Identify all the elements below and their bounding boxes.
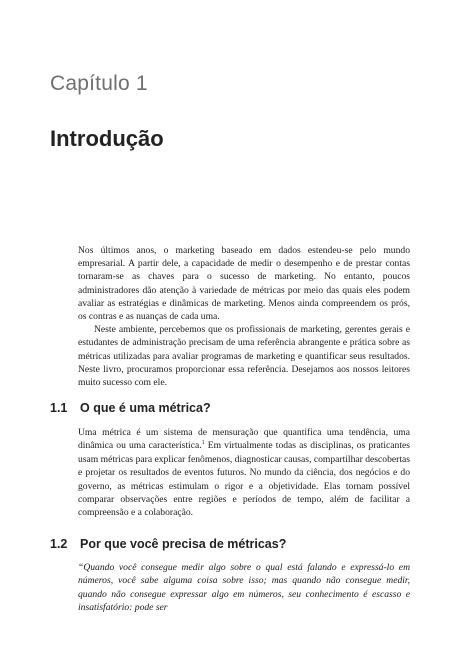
section-body: [78, 561, 410, 615]
paragraph-text: Em virtualmente todas as disciplinas, os praticantes usam métricas para explicar fenômenos, diagnosticar causas, compartilhar descobertas e projetar os resultados de eventos futuros. No mundo da ciência, dos negócios e do governo, as métricas estimulam o rigor e a objetividade. Elas tornam possível comparar observações entre regiões e períodos de tempo, além de facilitar a compreensão e a colaboração.: [78, 440, 410, 519]
section-body: [78, 426, 410, 520]
section-heading: [50, 537, 286, 551]
paragraph-text: Uma métrica é um sistema de mensuração que quantifica uma tendência, uma dinâmica ou uma característica.: [78, 427, 410, 452]
chapter-label: Capítulo 1: [50, 72, 148, 95]
chapter-title: Introdução: [50, 126, 164, 151]
footnote-reference[interactable]: 1: [201, 440, 205, 447]
intro-paragraph: Neste ambiente, percebemos que os profissionais de marketing, gerentes gerais e estudantes de administração precisam de uma referência abrangente e prática sobre as métricas utilizadas para avaliar programas de marketing e quantificar seus resultados. Neste livro, procuramos proporcionar essa referência. Desejamos aos nossos leitores muito sucesso com ele.: [78, 324, 410, 389]
quote-paragraph: “Quando você consegue medir algo sobre o qual está falando e expressá-lo em números, você sabe alguma coisa sobre isso; mas quando não consegue medir, quando não consegue expressar algo em números, seu conhecimento é escasso e insatisfatório: pode ser: [78, 562, 410, 614]
section-number: 1.2: [50, 537, 68, 551]
section-title: O que é uma métrica?: [80, 401, 211, 415]
section-heading: [50, 401, 211, 415]
introduction-text: [78, 244, 410, 389]
intro-paragraph: Nos últimos anos, o marketing baseado em dados estendeu-se pelo mundo empresarial. A partir dele, a capacidade de medir o desempenho e de prestar contas tornaram-se as chaves para o sucesso de marketing. No entanto, poucos administradores dão atenção à variedade de métricas por meio das quais eles podem avaliar as estratégias e dinâmicas de marketing. Menos ainda compreendem os prós, os contras e as nuanças de cada uma.: [78, 245, 410, 323]
section-number: 1.1: [50, 401, 68, 415]
section-title: Por que você precisa de métricas?: [80, 537, 287, 551]
section-paragraph: [78, 426, 410, 520]
